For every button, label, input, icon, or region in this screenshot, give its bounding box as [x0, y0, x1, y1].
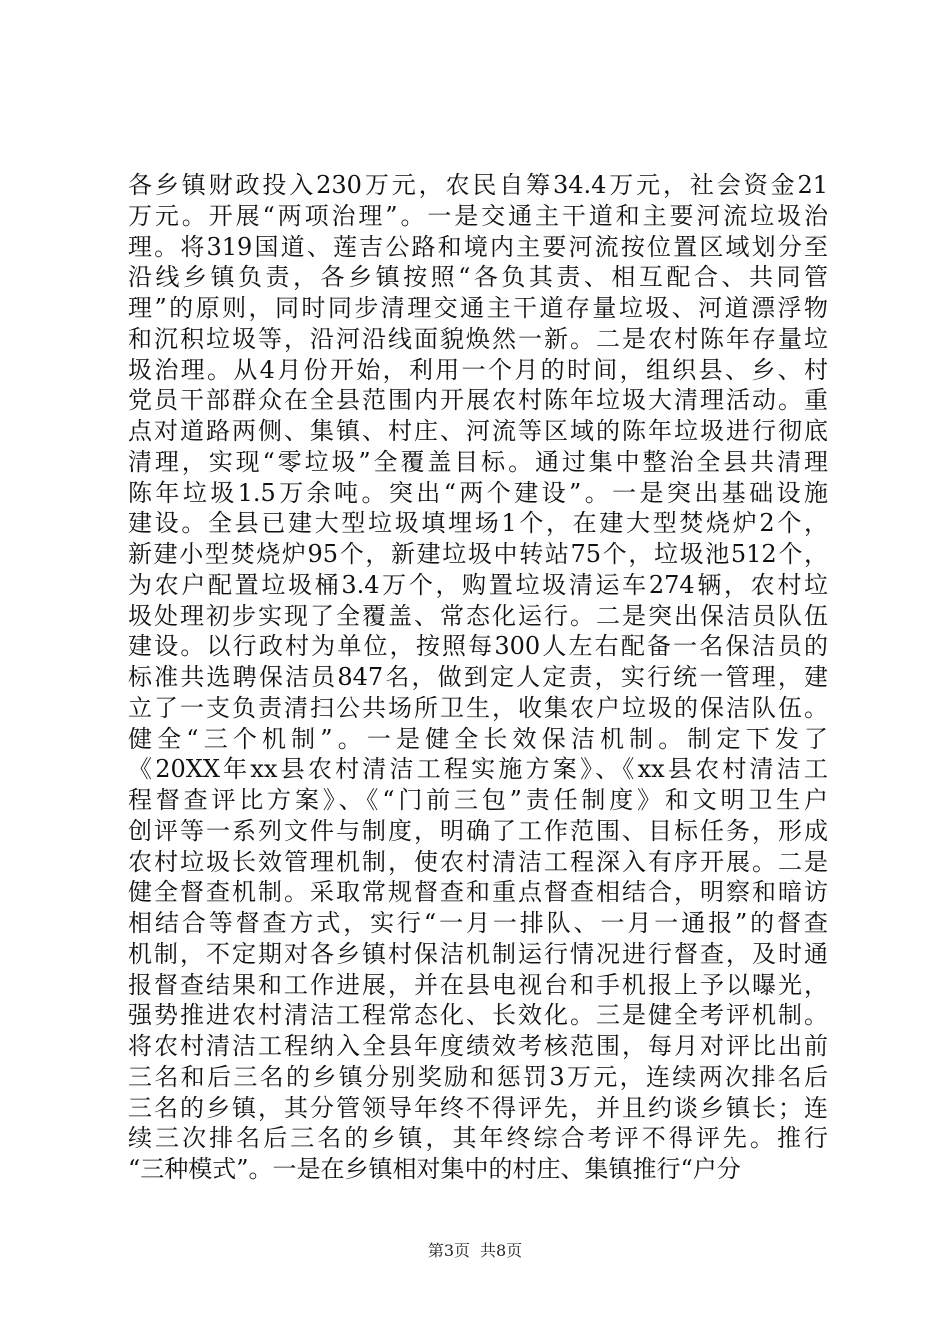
text-line: 标准共选聘保洁员847名，做到定人定责，实行统一管理，建 [128, 663, 828, 691]
text-line: 各乡镇财政投入230万元，农民自筹34.4万元，社会资金21 [128, 171, 828, 199]
text-line: 理。将319国道、莲吉公路和境内主要河流按位置区域划分至 [128, 232, 828, 261]
text-line: 立了一支负责清扫公共场所卫生，收集农户垃圾的保洁队伍。 [128, 693, 828, 722]
text-line: 机制，不定期对各乡镇村保洁机制运行情况进行督查，及时通 [128, 939, 828, 968]
text-line: 建设。以行政村为单位，按照每300人左右配备一名保洁员的 [128, 632, 828, 661]
text-line: 农村垃圾长效管理机制，使农村清洁工程深入有序开展。二是 [128, 847, 828, 876]
page-total: 共8页 [480, 1241, 523, 1260]
page-number: 第3页 [427, 1241, 470, 1260]
text-line: 相结合等督查方式，实行“一月一排队、一月一通报”的督查 [128, 909, 828, 937]
text-line: 建设。全县已建大型垃圾填埋场1个，在建大型焚烧炉2个， [128, 509, 828, 538]
text-line: 圾治理。从4月份开始，利用一个月的时间，组织县、乡、村 [128, 355, 828, 384]
text-line: 《20XX年xx县农村清洁工程实施方案》、《xx县农村清洁工 [128, 755, 828, 784]
text-line: 程督查评比方案》、《“门前三包”责任制度》和文明卫生户 [128, 786, 828, 814]
text-line: “三种模式”。一是在乡镇相对集中的村庄、集镇推行“户分 [128, 1155, 741, 1183]
text-line: 沿线乡镇负责，各乡镇按照“各负其责、相互配合、共同管 [128, 263, 828, 292]
text-line: 新建小型焚烧炉95个，新建垃圾中转站75个，垃圾池512个， [128, 540, 828, 568]
text-line: 续三次排名后三名的乡镇，其年终综合考评不得评先。推行 [128, 1124, 828, 1153]
text-line: 圾处理初步实现了全覆盖、常态化运行。二是突出保洁员队伍 [128, 601, 828, 630]
page-footer [0, 1241, 950, 1261]
text-line: 强势推进农村清洁工程常态化、长效化。三是健全考评机制。 [128, 1001, 828, 1030]
text-line: 三名的乡镇，其分管领导年终不得评先，并且约谈乡镇长；连 [128, 1093, 828, 1122]
text-line: 报督查结果和工作进展，并在县电视台和手机报上予以曝光， [128, 970, 828, 999]
text-line: 理”的原则，同时同步清理交通主干道存量垃圾、河道漂浮物 [128, 294, 828, 322]
text-line: 健全“三个机制”。一是健全长效保洁机制。制定下发了 [128, 724, 828, 753]
text-line: 点对道路两侧、集镇、村庄、河流等区域的陈年垃圾进行彻底 [128, 417, 828, 445]
text-line: 创评等一系列文件与制度，明确了工作范围、目标任务，形成 [128, 816, 828, 845]
text-line: 陈年垃圾1.5万余吨。突出“两个建设”。一是突出基础设施 [128, 478, 828, 507]
text-line: 万元。开展“两项治理”。一是交通主干道和主要河流垃圾治 [128, 201, 828, 230]
text-line: 三名和后三名的乡镇分别奖励和惩罚3万元，连续两次排名后 [128, 1062, 828, 1091]
text-line: 为农户配置垃圾桶3.4万个，购置垃圾清运车274辆，农村垃 [128, 570, 828, 599]
text-line: 清理，实现“零垃圾”全覆盖目标。通过集中整治全县共清理 [128, 447, 828, 476]
text-line: 健全督查机制。采取常规督查和重点督查相结合，明察和暗访 [128, 878, 828, 907]
text-line: 党员干部群众在全县范围内开展农村陈年垃圾大清理活动。重 [128, 386, 828, 415]
text-line: 和沉积垃圾等，沿河沿线面貌焕然一新。二是农村陈年存量垃 [128, 324, 828, 353]
text-line: 将农村清洁工程纳入全县年度绩效考核范围，每月对评比出前 [128, 1032, 828, 1060]
